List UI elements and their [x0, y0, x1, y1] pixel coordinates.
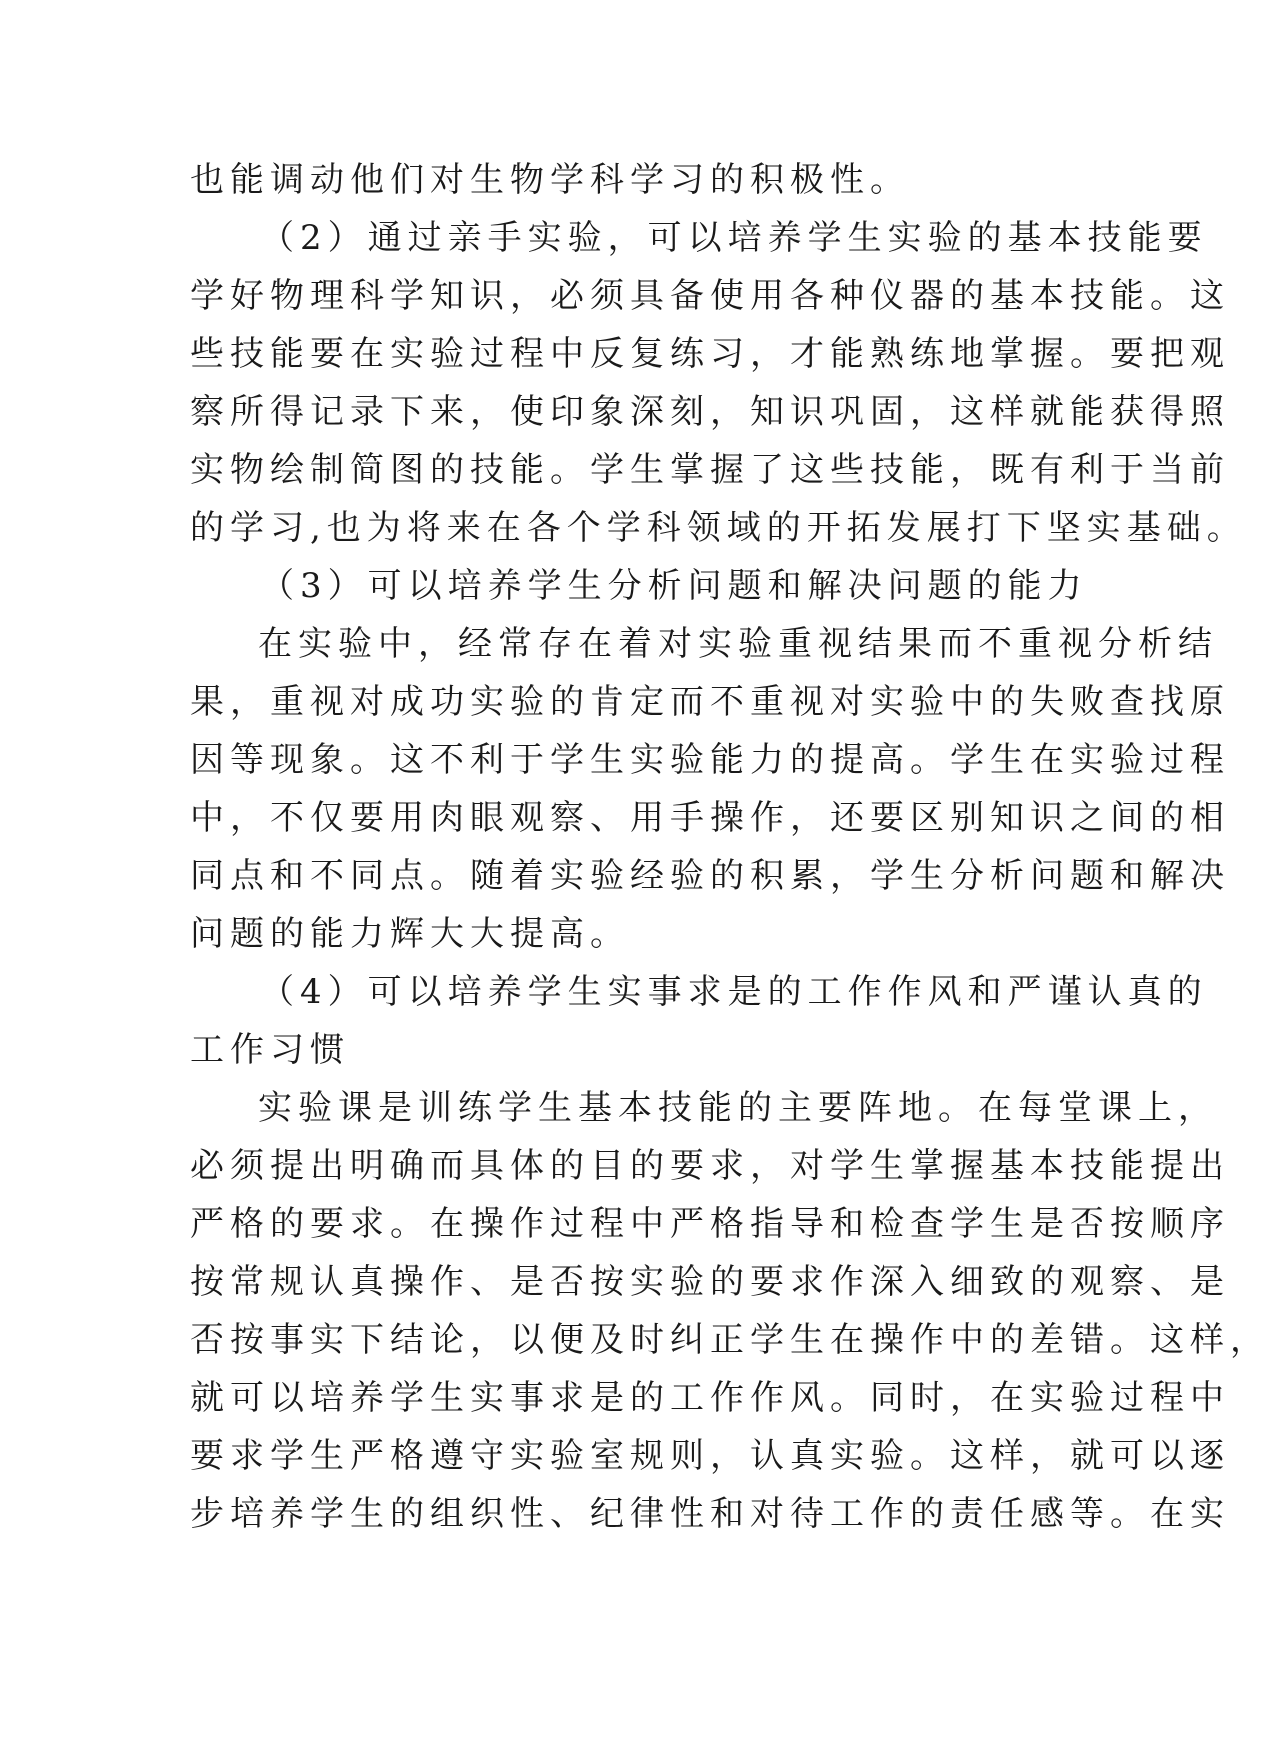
text-line: 要求学生严格遵守实验室规则，认真实验。这样，就可以逐 [190, 1436, 1230, 1476]
text-line: 实物绘制简图的技能。学生掌握了这些技能，既有利于当前 [190, 450, 1230, 490]
text-line: 果，重视对成功实验的肯定而不重视对实验中的失败查找原 [190, 682, 1230, 722]
text-line: 就可以培养学生实事求是的工作作风。同时，在实验过程中 [190, 1378, 1230, 1418]
text-line: （4）可以培养学生实事求是的工作作风和严谨认真的 [260, 972, 1208, 1012]
text-line: 中，不仅要用肉眼观察、用手操作，还要区别知识之间的相 [190, 798, 1230, 838]
text-line: 些技能要在实验过程中反复练习，才能熟练地掌握。要把观 [190, 334, 1230, 374]
text-line: 同点和不同点。随着实验经验的积累，学生分析问题和解决 [190, 856, 1230, 896]
text-line: 必须提出明确而具体的目的要求，对学生掌握基本技能提出 [190, 1146, 1230, 1186]
text-line: 严格的要求。在操作过程中严格指导和检查学生是否按顺序 [190, 1204, 1230, 1244]
text-line: 问题的能力辉大大提高。 [190, 914, 630, 954]
text-line: （2）通过亲手实验，可以培养学生实验的基本技能要 [260, 218, 1208, 258]
text-line: 步培养学生的组织性、纪律性和对待工作的责任感等。在实 [190, 1494, 1230, 1534]
text-line: 因等现象。这不利于学生实验能力的提高。学生在实验过程 [190, 740, 1230, 780]
text-line: （3）可以培养学生分析问题和解决问题的能力 [260, 566, 1088, 606]
text-line: 学好物理科学知识，必须具备使用各种仪器的基本技能。这 [190, 276, 1230, 316]
text-line: 的学习,也为将来在各个学科领域的开拓发展打下坚实基础。 [190, 508, 1247, 548]
text-line: 工作习惯 [190, 1030, 350, 1070]
text-line: 在实验中，经常存在着对实验重视结果而不重视分析结 [258, 624, 1218, 664]
text-line: 否按事实下结论，以便及时纠正学生在操作中的差错。这样， [190, 1320, 1270, 1360]
text-line: 实验课是训练学生基本技能的主要阵地。在每堂课上， [258, 1088, 1218, 1128]
text-line: 也能调动他们对生物学科学习的积极性。 [190, 160, 910, 200]
text-line: 按常规认真操作、是否按实验的要求作深入细致的观察、是 [190, 1262, 1230, 1302]
text-line: 察所得记录下来，使印象深刻，知识巩固，这样就能获得照 [190, 392, 1230, 432]
